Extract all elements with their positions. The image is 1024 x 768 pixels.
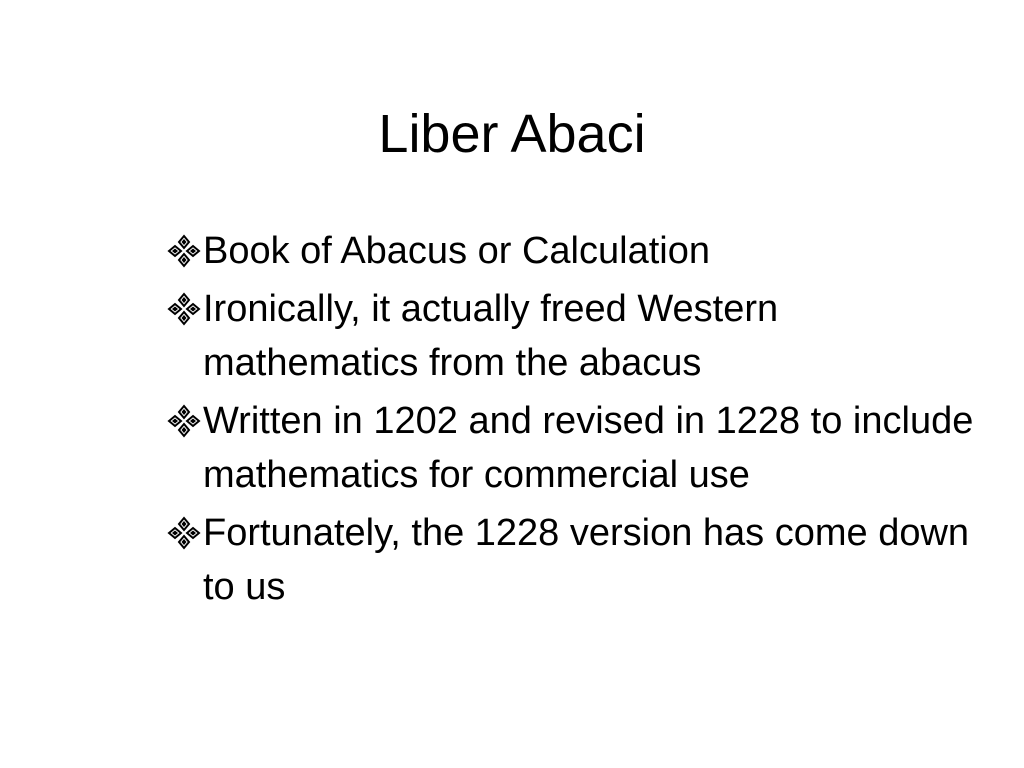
bullet-item [165, 506, 985, 614]
bullet-text: Book of Abacus or Calculation [203, 230, 710, 272]
slide-title: Liber Abaci [378, 104, 646, 164]
bullet-item [165, 224, 985, 278]
bullet-text: Written in 1202 and revised in 1228 to include mathematics for commercial use [203, 400, 974, 496]
bullet-list [165, 224, 985, 618]
four-diamond-bullet-icon [165, 394, 203, 448]
bullet-item [165, 394, 985, 502]
bullet-item [165, 282, 985, 390]
four-diamond-bullet-icon [165, 224, 203, 278]
four-diamond-bullet-icon [165, 506, 203, 560]
bullet-text: Ironically, it actually freed Western mathematics from the abacus [203, 288, 779, 384]
bullet-text: Fortunately, the 1228 version has come down to us [203, 512, 970, 608]
four-diamond-bullet-icon [165, 282, 203, 336]
